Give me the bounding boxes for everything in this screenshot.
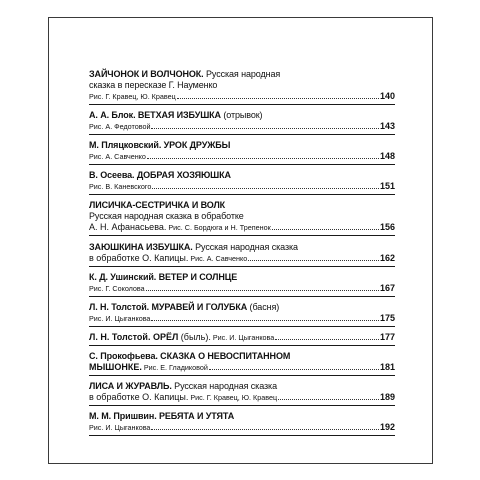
- book-page: [48, 17, 433, 464]
- toc-leader-text: [89, 302, 279, 312]
- toc-illustrator: Рис. В. Каневского: [89, 182, 152, 191]
- toc-illustrator: Рис. Г. Соколова: [89, 284, 145, 293]
- toc-line: [89, 140, 395, 151]
- toc-entry[interactable]: [89, 135, 395, 165]
- toc-leader-line: [89, 422, 395, 433]
- toc-subtitle: в обработке О. Капицы.: [89, 392, 189, 402]
- toc-subtitle: в обработке О. Капицы.: [89, 253, 189, 263]
- leader-dots: [248, 253, 379, 261]
- toc-entry[interactable]: [89, 105, 395, 135]
- toc-entry[interactable]: [89, 297, 395, 327]
- toc-title: А. А. Блок. ВЕТХАЯ ИЗБУШКА: [89, 110, 221, 120]
- table-of-contents: [89, 69, 395, 436]
- toc-leader-line: [89, 313, 395, 324]
- toc-title: ЗАЮШКИНА ИЗБУШКА.: [89, 242, 193, 252]
- toc-entry[interactable]: [89, 406, 395, 436]
- leader-dots: [209, 362, 379, 370]
- toc-subtitle: Русская народная сказка: [171, 381, 277, 391]
- toc-leader-text: [89, 332, 274, 343]
- page-number[interactable]: 177: [379, 332, 395, 342]
- toc-leader-line: [89, 253, 395, 264]
- toc-line: [89, 80, 395, 91]
- leader-dots: [151, 422, 379, 430]
- toc-leader-text: [89, 110, 262, 120]
- toc-leader-line: [89, 121, 395, 132]
- toc-leader-text: [89, 253, 247, 264]
- page-number[interactable]: 192: [379, 422, 395, 432]
- toc-leader-line: [89, 332, 395, 343]
- toc-leader-text: [89, 272, 237, 282]
- page-number[interactable]: 181: [379, 362, 395, 372]
- toc-title: ЛИСА И ЖУРАВЛЬ.: [89, 381, 172, 391]
- toc-leader-line: [89, 392, 395, 403]
- toc-illustrator: Рис. И. Цыганкова: [89, 314, 151, 323]
- page-number[interactable]: 175: [379, 313, 395, 323]
- toc-title: В. Осеева. ДОБРАЯ ХОЗЯЮШКА: [89, 170, 231, 180]
- leader-dots: [147, 151, 379, 159]
- toc-title: М. М. Пришвин. РЕБЯТА И УТЯТА: [89, 411, 235, 421]
- toc-illustrator: Рис. Е. Гладиковой: [141, 363, 208, 372]
- toc-subtitle: (быль).: [178, 332, 211, 342]
- toc-subtitle: (басня): [247, 302, 280, 312]
- toc-entry[interactable]: [89, 69, 395, 105]
- page-number[interactable]: 167: [379, 283, 395, 293]
- toc-entry[interactable]: [89, 346, 395, 376]
- toc-entry[interactable]: [89, 327, 395, 346]
- toc-subtitle: сказка в пересказе Г. Науменко: [89, 80, 218, 90]
- toc-line: [89, 272, 395, 283]
- toc-leader-text: [89, 222, 271, 233]
- toc-title: М. Пляцковский. УРОК ДРУЖБЫ: [89, 140, 231, 150]
- toc-illustrator: Рис. А. Федотовой: [89, 122, 151, 131]
- toc-entry[interactable]: [89, 236, 395, 267]
- toc-leader-line: [89, 362, 395, 373]
- page-number[interactable]: 156: [379, 222, 395, 232]
- toc-leader-text: [89, 170, 231, 180]
- toc-line: [89, 110, 395, 121]
- leader-dots: [272, 222, 379, 230]
- toc-entry[interactable]: [89, 376, 395, 406]
- toc-leader-text: [89, 362, 208, 373]
- toc-line: [89, 170, 395, 181]
- toc-entry[interactable]: [89, 195, 395, 236]
- page-number[interactable]: 162: [379, 253, 395, 263]
- toc-line: [89, 351, 395, 362]
- toc-leader-line: [89, 222, 395, 233]
- toc-leader-line: [89, 151, 395, 162]
- toc-title: ЛИСИЧКА-СЕСТРИЧКА И ВОЛК: [89, 200, 226, 210]
- toc-illustrator: Рис. И. Цыганкова: [210, 333, 275, 342]
- toc-title: МЫШОНКЕ.: [89, 362, 142, 372]
- toc-subtitle: Русская народная сказка: [192, 242, 298, 252]
- page-number[interactable]: 189: [379, 392, 395, 402]
- toc-line: [89, 211, 395, 222]
- toc-title: К. Д. Ушинский. ВЕТЕР И СОЛНЦЕ: [89, 272, 238, 282]
- toc-line: [89, 302, 395, 313]
- toc-title: С. Прокофьева. СКАЗКА О НЕВОСПИТАННОМ: [89, 351, 291, 361]
- toc-leader-line: [89, 91, 395, 102]
- toc-subtitle: Русская народная сказка в обработке: [89, 211, 244, 221]
- leader-dots: [146, 283, 379, 291]
- leader-dots: [278, 392, 379, 400]
- toc-entry[interactable]: [89, 267, 395, 297]
- toc-illustrator: Рис. И. Цыганкова: [89, 423, 151, 432]
- toc-title: Л. Н. Толстой. МУРАВЕЙ И ГОЛУБКА: [89, 302, 248, 312]
- page-number[interactable]: 151: [379, 181, 395, 191]
- toc-leader-text: [89, 140, 230, 150]
- toc-title: Л. Н. Толстой. ОРЁЛ: [89, 332, 179, 342]
- toc-subtitle: (отрывок): [220, 110, 263, 120]
- toc-leader-text: [89, 422, 150, 433]
- leader-dots: [152, 181, 379, 189]
- leader-dots: [275, 332, 379, 340]
- leader-dots: [151, 121, 378, 129]
- toc-line: [89, 381, 395, 392]
- toc-subtitle: А. Н. Афанасьева.: [89, 222, 167, 232]
- toc-line: [89, 69, 395, 80]
- page-number[interactable]: 143: [379, 121, 395, 131]
- toc-entry[interactable]: [89, 165, 395, 195]
- toc-line: [89, 200, 395, 211]
- toc-leader-text: [89, 392, 277, 403]
- toc-leader-line: [89, 181, 395, 192]
- toc-leader-line: [89, 283, 395, 294]
- toc-illustrator: Рис. А. Савченко: [188, 254, 248, 263]
- toc-leader-text: [89, 91, 176, 102]
- leader-dots: [151, 313, 379, 321]
- toc-illustrator: Рис. Г. Кравец, Ю. Кравец: [89, 92, 176, 101]
- page-number[interactable]: 140: [379, 91, 395, 101]
- toc-illustrator: Рис. Г. Кравец, Ю. Кравец: [188, 393, 278, 402]
- toc-line: [89, 242, 395, 253]
- toc-illustrator: Рис. А. Савченко: [89, 152, 146, 161]
- page-number[interactable]: 148: [379, 151, 395, 161]
- toc-illustrator: Рис. С. Бордюга и Н. Трепенок: [166, 223, 271, 232]
- toc-line: [89, 411, 395, 422]
- leader-dots: [177, 91, 379, 99]
- toc-title: ЗАЙЧОНОК И ВОЛЧОНОК.: [89, 69, 204, 79]
- toc-subtitle: Русская народная: [203, 69, 281, 79]
